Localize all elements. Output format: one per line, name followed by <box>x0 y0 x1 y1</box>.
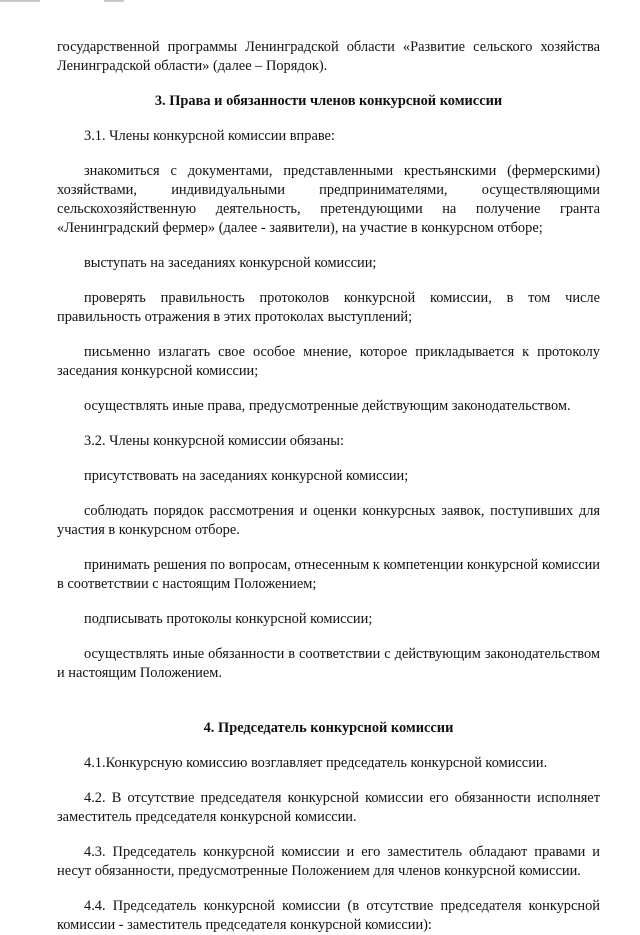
section-3-paragraph-2: знакомиться с документами, представленными крестьянскими (фермерскими) хозяйствами, индивидуальными предпринимателями, осуществляющими сельскохозяйственную деятельность, претендующими на получение гранта «Ленинградский фермер» (далее - заявители), на участие в конкурсном отборе; <box>57 163 600 236</box>
document-page <box>57 38 600 935</box>
section-4-paragraph-1: 4.1.Конкурсную комиссию возглавляет председатель конкурсной комиссии. <box>84 755 548 771</box>
section-4-paragraph-4: 4.4. Председатель конкурсной комиссии (в отсутствие председателя конкурсной комиссии - заместитель председателя конкурсной комиссии): <box>57 898 600 933</box>
section-3-paragraph-12: осуществлять иные обязанности в соответствии с действующим законодательством и настоящим Положением. <box>57 646 600 681</box>
intro-paragraph: государственной программы Ленинградской области «Развитие сельского хозяйства Ленинградской области» (далее – Порядок). <box>57 39 600 74</box>
section-3-paragraph-6: осуществлять иные права, предусмотренные действующим законодательством. <box>84 398 571 414</box>
section-3-paragraph-5: письменно излагать свое особое мнение, которое прикладывается к протоколу заседания конкурсной комиссии; <box>57 344 600 379</box>
section-3-paragraph-9: соблюдать порядок рассмотрения и оценки конкурсных заявок, поступивших для участия в конкурсном отборе. <box>57 503 600 538</box>
section-3-paragraph-1: 3.1. Члены конкурсной комиссии вправе: <box>84 128 335 144</box>
section-4-paragraph-2: 4.2. В отсутствие председателя конкурсной комиссии его обязанности исполняет заместитель председателя конкурсной комиссии. <box>57 790 600 825</box>
section-3-paragraph-4: проверять правильность протоколов конкурсной комиссии, в том числе правильность отражения в этих протоколах выступлений; <box>57 290 600 325</box>
section-3-heading: 3. Права и обязанности членов конкурсной комиссии <box>154 93 503 109</box>
section-3-paragraph-10: принимать решения по вопросам, отнесенным к компетенции конкурсной комиссии в соответствии с настоящим Положением; <box>57 557 600 592</box>
section-4-paragraph-3: 4.3. Председатель конкурсной комиссии и его заместитель обладают правами и несут обязанности, предусмотренные Положением для членов конкурсной комиссии. <box>57 844 600 879</box>
section-3-paragraph-3: выступать на заседаниях конкурсной комиссии; <box>84 255 377 271</box>
section-4-heading: 4. Председатель конкурсной комиссии <box>203 720 454 736</box>
page-top-edge-mark <box>0 0 640 6</box>
section-3-paragraph-11: подписывать протоколы конкурсной комиссии; <box>84 611 373 627</box>
section-3-paragraph-8: присутствовать на заседаниях конкурсной комиссии; <box>84 468 409 484</box>
section-3-paragraph-7: 3.2. Члены конкурсной комиссии обязаны: <box>84 433 344 449</box>
